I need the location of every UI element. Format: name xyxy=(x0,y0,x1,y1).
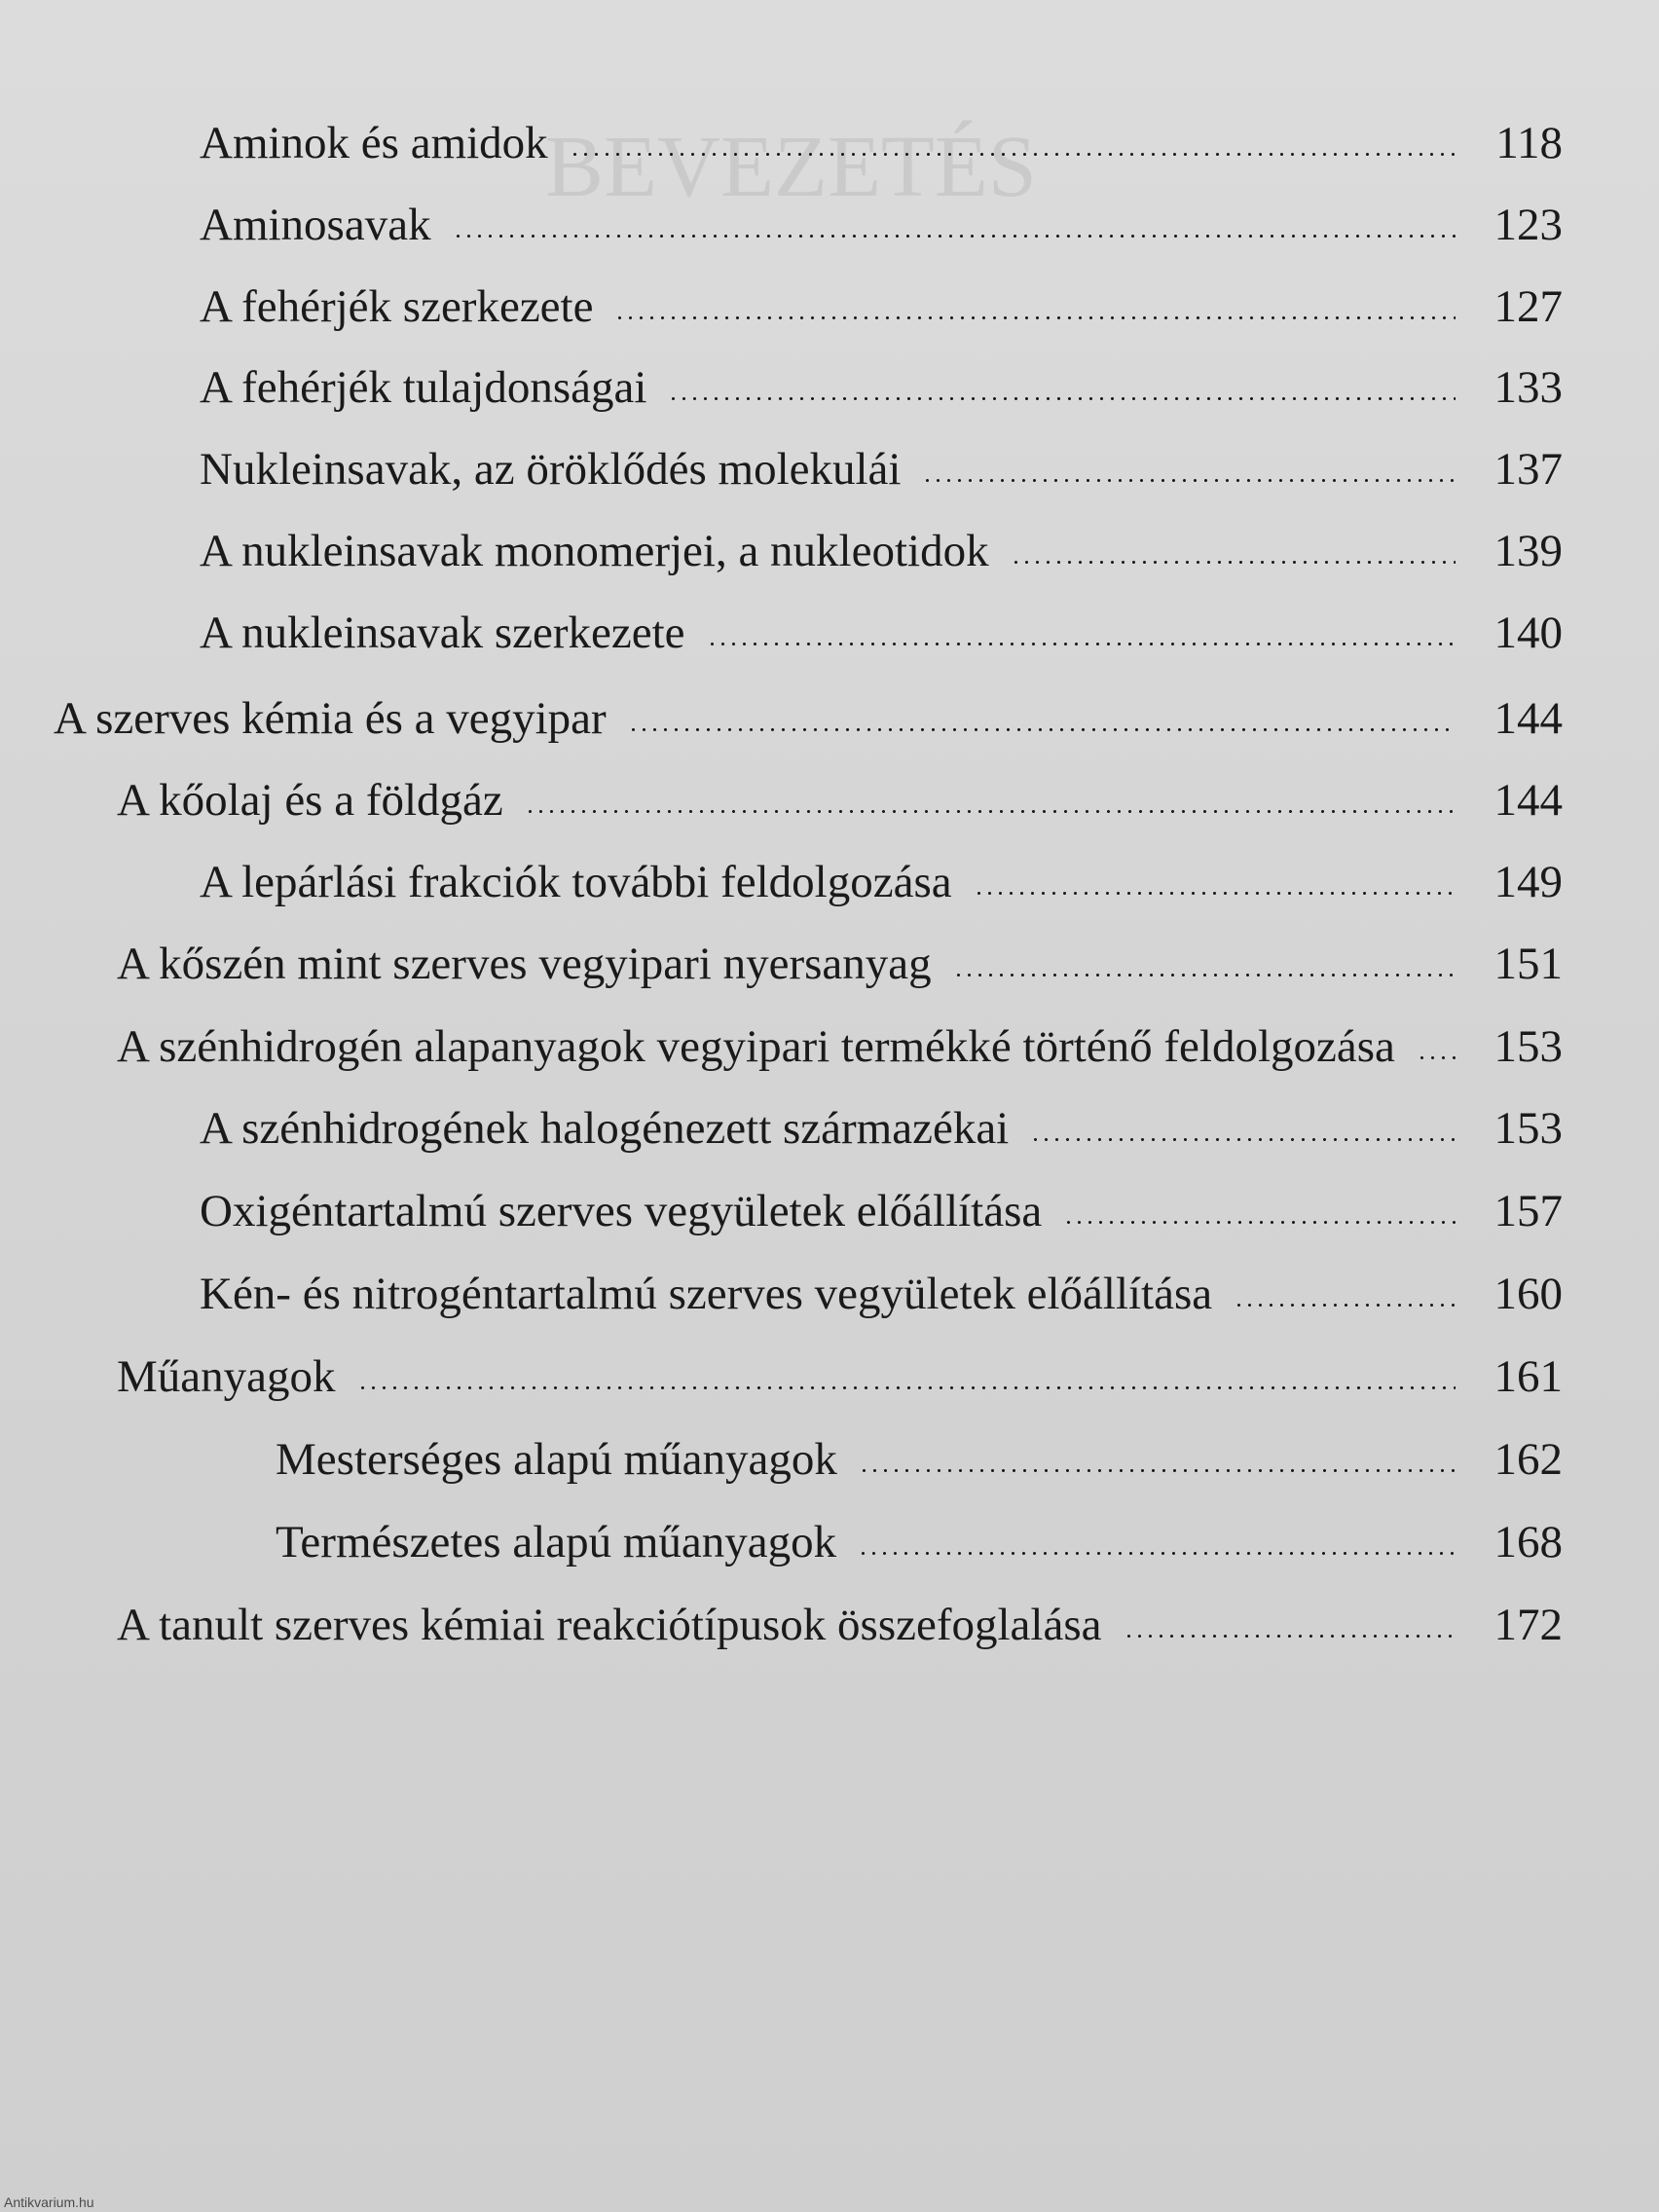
toc-entry-title: A kőszén mint szerves vegyipari nyersanyag xyxy=(117,939,932,989)
dot-leader xyxy=(859,1469,1456,1472)
dot-leader xyxy=(858,1552,1456,1555)
toc-entry-title: Aminok és amidok xyxy=(200,118,548,168)
toc-entry-page: 162 xyxy=(1493,1434,1563,1485)
dot-leader xyxy=(1124,1635,1456,1638)
toc-entry-page: 140 xyxy=(1493,608,1563,658)
toc-entry[interactable] xyxy=(276,1425,1563,1493)
toc-entry[interactable] xyxy=(276,1508,1563,1576)
toc-entry[interactable] xyxy=(200,191,1563,259)
toc-entry-page: 149 xyxy=(1493,857,1563,907)
toc-entry-page: 127 xyxy=(1493,281,1563,332)
dot-leader xyxy=(922,479,1456,482)
toc-entry-title: A lepárlási frakciók további feldolgozása xyxy=(200,857,952,907)
toc-entry[interactable] xyxy=(200,517,1563,585)
toc-entry-title: A fehérjék szerkezete xyxy=(200,281,594,332)
toc-entry-page: 153 xyxy=(1493,1021,1563,1072)
dot-leader xyxy=(1417,1056,1456,1059)
toc-entry-title: A nukleinsavak szerkezete xyxy=(200,608,685,658)
toc-entry-title: Műanyagok xyxy=(117,1351,336,1402)
toc-entry[interactable] xyxy=(117,1013,1563,1081)
toc-entry[interactable] xyxy=(200,1177,1563,1245)
toc-entry[interactable] xyxy=(200,599,1563,667)
dot-leader xyxy=(1030,1138,1456,1141)
toc-entry-title: A tanult szerves kémiai reakciótípusok összefoglalása xyxy=(117,1600,1102,1650)
toc-entry-title: Oxigéntartalmú szerves vegyületek előállítása xyxy=(200,1186,1043,1236)
toc-entry-title: Kén- és nitrogéntartalmú szerves vegyületek előállítása xyxy=(200,1269,1213,1319)
toc-entry-page: 168 xyxy=(1493,1517,1563,1567)
dot-leader xyxy=(525,810,1456,813)
toc-entry-title: Mesterséges alapú műanyagok xyxy=(276,1434,837,1485)
dot-leader xyxy=(570,153,1456,156)
toc-entry[interactable] xyxy=(200,848,1563,916)
toc-entry[interactable] xyxy=(117,1591,1563,1659)
show-through-heading: BEVEZETÉS xyxy=(545,119,1037,215)
toc-entry-page: 144 xyxy=(1493,775,1563,826)
toc-entry-page: 133 xyxy=(1493,362,1563,413)
toc-entry-page: 123 xyxy=(1493,200,1563,250)
toc-entry[interactable] xyxy=(117,930,1563,998)
toc-entry-title: A nukleinsavak monomerjei, a nukleotidok xyxy=(200,526,989,576)
dot-leader xyxy=(668,397,1456,400)
toc-entry-title: A szénhidrogének halogénezett származékai xyxy=(200,1103,1010,1154)
toc-entry-title: A kőolaj és a földgáz xyxy=(117,775,503,826)
dot-leader xyxy=(953,974,1456,977)
dot-leader xyxy=(1011,561,1456,564)
toc-entry-page: 172 xyxy=(1493,1600,1563,1650)
toc-entry-title: A szénhidrogén alapanyagok vegyipari termékké történő feldolgozása xyxy=(117,1021,1395,1072)
toc-entry-title: A fehérjék tulajdonságai xyxy=(200,362,647,413)
toc-entry-page: 139 xyxy=(1493,526,1563,576)
toc-entry-page: 160 xyxy=(1493,1269,1563,1319)
toc-entry-title: Aminosavak xyxy=(200,200,431,250)
dot-leader xyxy=(628,728,1456,731)
dot-leader xyxy=(453,235,1456,238)
dot-leader xyxy=(974,892,1456,895)
toc-entry[interactable] xyxy=(117,766,1563,834)
toc-entry-page: 137 xyxy=(1493,444,1563,495)
toc-entry[interactable] xyxy=(200,109,1563,177)
toc-entry-page: 157 xyxy=(1493,1186,1563,1236)
dot-leader xyxy=(1063,1221,1456,1224)
dot-leader xyxy=(357,1386,1456,1389)
toc-entry-page: 151 xyxy=(1493,939,1563,989)
dot-leader xyxy=(614,316,1456,319)
toc-entry[interactable] xyxy=(200,1260,1563,1328)
toc-entry-page: 118 xyxy=(1495,118,1563,168)
toc-entry-page: 161 xyxy=(1493,1351,1563,1402)
dot-leader xyxy=(707,643,1456,645)
toc-entry-title: Nukleinsavak, az öröklődés molekulái xyxy=(200,444,902,495)
watermark-label: Antikvarium.hu xyxy=(4,2194,94,2210)
toc-entry[interactable] xyxy=(117,1343,1563,1411)
dot-leader xyxy=(1234,1304,1456,1307)
toc-entry-title: A szerves kémia és a vegyipar xyxy=(54,693,607,744)
toc-entry[interactable] xyxy=(200,353,1563,422)
toc-entry[interactable] xyxy=(200,435,1563,503)
toc-entry[interactable] xyxy=(200,1094,1563,1162)
toc-entry-title: Természetes alapú műanyagok xyxy=(276,1517,837,1567)
toc-entry[interactable] xyxy=(200,273,1563,341)
toc-entry-page: 153 xyxy=(1493,1103,1563,1154)
toc-entry-page: 144 xyxy=(1493,693,1563,744)
toc-entry[interactable] xyxy=(54,684,1563,753)
